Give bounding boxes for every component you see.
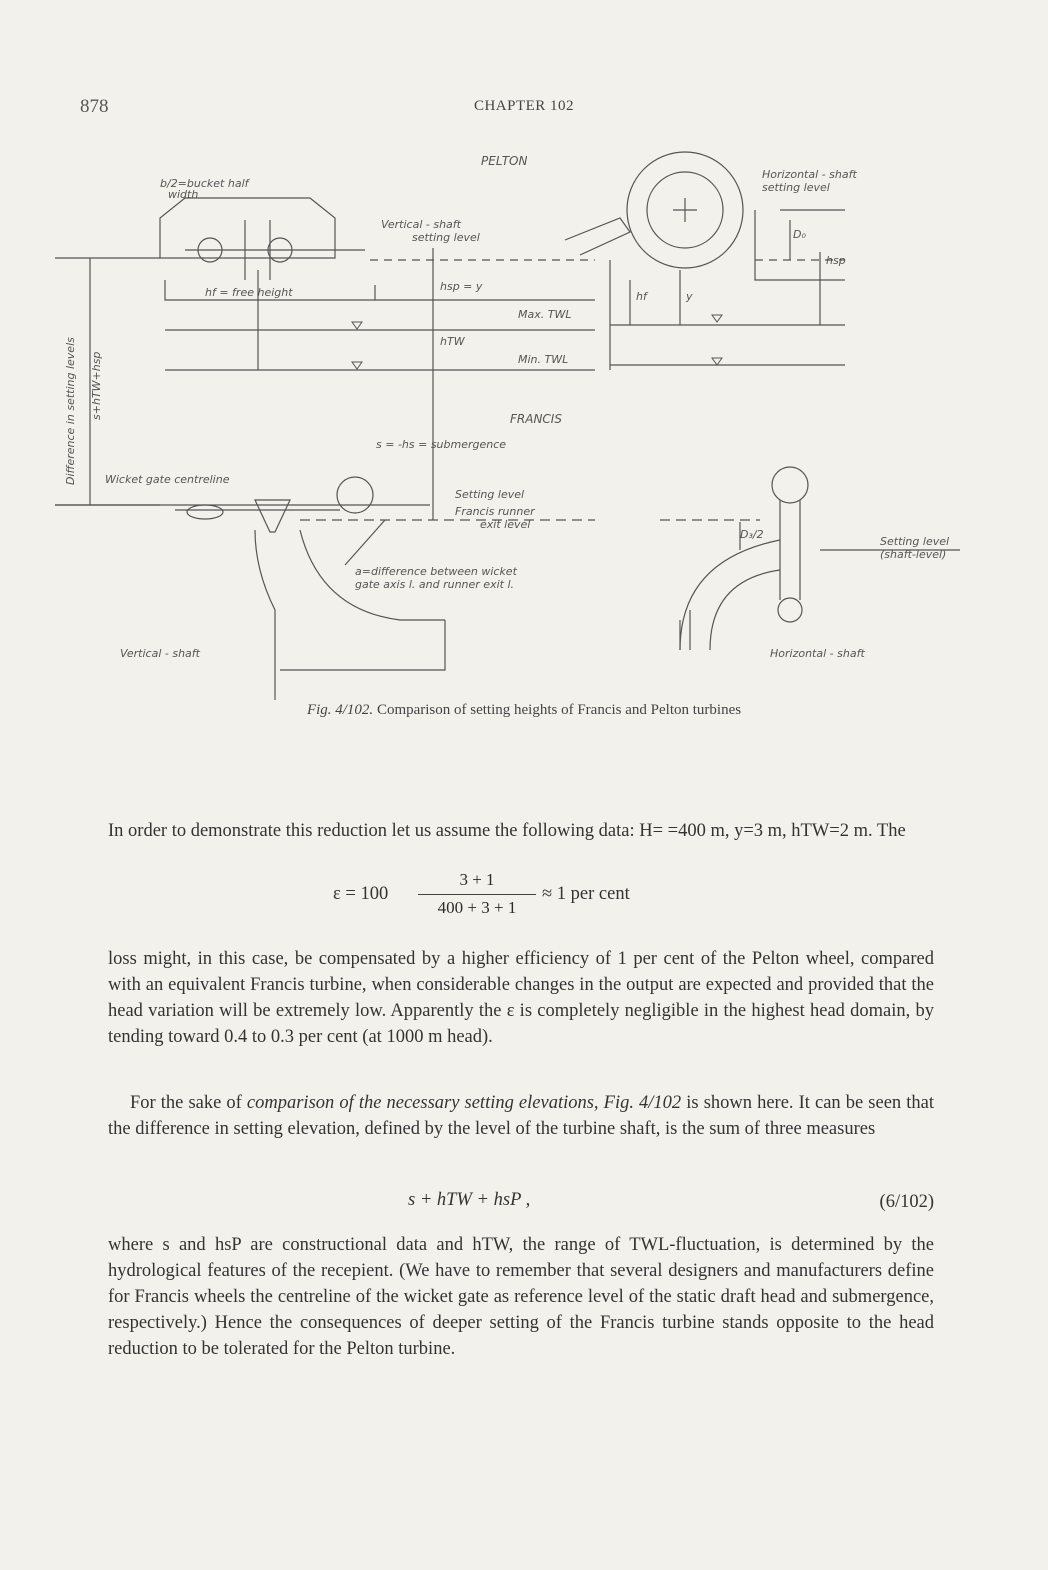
label-min-twl: Min. TWL xyxy=(518,353,569,366)
equation-2-number: (6/102) xyxy=(879,1192,934,1212)
label-setting-level: Setting level xyxy=(455,488,525,501)
equation-1-rhs: ≈ 1 per cent xyxy=(542,884,630,904)
figure-caption-id: Fig. 4/102. xyxy=(306,702,374,718)
equation-1-lhs: ε = 100 xyxy=(333,884,389,904)
label-difference-axis-1: Difference in setting levels xyxy=(64,337,77,485)
label-vertical-shaft-setting-2: setting level xyxy=(412,231,480,244)
label-d3-half: D₃/2 xyxy=(740,528,764,541)
label-francis: FRANCIS xyxy=(510,412,562,426)
label-difference-axis-2: s+hTW+hsp xyxy=(90,351,103,420)
label-wicket-gate-centreline: Wicket gate centreline xyxy=(105,473,230,486)
label-setting-level-shaft-2: (shaft-level) xyxy=(880,548,947,561)
label-y: y xyxy=(686,290,693,303)
label-hf-free-height: hf = free height xyxy=(205,286,293,299)
label-max-twl: Max. TWL xyxy=(518,308,572,321)
label-a-difference-2: gate axis l. and runner exit l. xyxy=(355,578,514,591)
equation-1-numerator: 3 + 1 xyxy=(459,870,495,889)
label-bucket-half-width-2: width xyxy=(168,188,199,201)
page-number: 878 xyxy=(80,96,109,117)
figure-caption-text: Comparison of setting heights of Francis and Pelton turbines xyxy=(373,702,742,718)
figure-lines xyxy=(55,152,960,700)
equation-2: s + hTW + hsP , xyxy=(408,1190,531,1210)
paragraph-3 xyxy=(108,1090,934,1142)
turbine-setting-figure xyxy=(0,140,1048,700)
label-pelton: PELTON xyxy=(481,154,528,168)
label-a-difference-1: a=difference between wicket xyxy=(355,565,517,578)
paragraph-4: where s and hsP are constructional data and hTW, the range of TWL-fluctuation, is determined by the hydrological features of the recepient. (We have to remember that several designers and manufacturers define for Francis wheels the centreline of the wicket gate as reference level of the static draft head and submergence, respectively.) Hence the consequences of deeper setting of the Francis turbine stands opposite to the head reduction to be tolerated for the Pelton turbine. xyxy=(108,1235,934,1359)
label-francis-runner-exit-1: Francis runner xyxy=(455,505,535,518)
label-francis-runner-exit-2: exit level xyxy=(480,518,531,531)
label-bucket-half-width-1: b/2=bucket half xyxy=(160,177,249,190)
label-setting-level-shaft-1: Setting level xyxy=(880,535,950,548)
label-vertical-shaft: Vertical - shaft xyxy=(120,647,200,660)
equation-1-denominator: 400 + 3 + 1 xyxy=(437,898,517,917)
label-htw: hTW xyxy=(440,335,465,348)
figure-caption xyxy=(0,702,1048,719)
label-hsp-eq-y: hsp = y xyxy=(440,280,483,293)
label-hf: hf xyxy=(636,290,647,303)
paragraph-3-start: For the sake of xyxy=(130,1093,247,1113)
equation-1-fraction-bar xyxy=(418,894,536,895)
paragraph-1: In order to demonstrate this reduction let us assume the following data: H= =400 m, y=3 m, hTW=2 m. The xyxy=(108,821,906,841)
label-vertical-shaft-setting-1: Vertical - shaft xyxy=(381,218,461,231)
label-horizontal-shaft: Horizontal - shaft xyxy=(770,647,865,660)
paragraph-3-emphasis: comparison of the necessary setting elevations, Fig. 4/102 xyxy=(246,1093,682,1113)
label-d0: D₀ xyxy=(793,228,806,241)
running-head: CHAPTER 102 xyxy=(473,98,575,114)
label-horizontal-shaft-setting-1: Horizontal - shaft xyxy=(762,168,857,181)
paragraph-3-end: is shown here. It can be seen that the difference in setting elevation, defined by the level of the turbine shaft, is the sum of three measures xyxy=(108,1093,934,1139)
label-hsp: hsp xyxy=(826,254,846,267)
label-submergence: s = -hs = submergence xyxy=(376,438,507,451)
paragraph-2: loss might, in this case, be compensated by a higher efficiency of 1 per cent of the Pelton wheel, compared with an equivalent Francis turbine, when considerable changes in the output are expected and provided that the head variation will be extremely low. Apparently the ε is completely negligible in the highest head domain, by tending toward 0.4 to 0.3 per cent (at 1000 m head). xyxy=(108,949,934,1047)
label-horizontal-shaft-setting-2: setting level xyxy=(762,181,830,194)
